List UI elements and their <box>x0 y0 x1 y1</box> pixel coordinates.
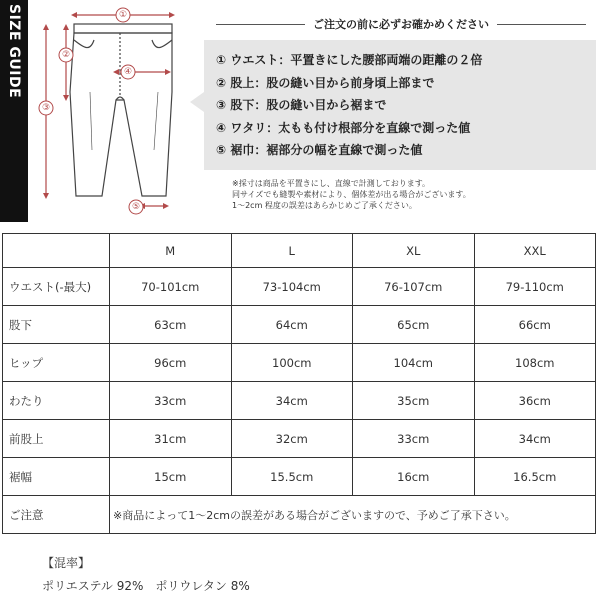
corner-cell <box>3 234 110 268</box>
table-cell: 16.5cm <box>474 458 596 496</box>
table-cell: 66cm <box>474 306 596 344</box>
table-cell: 96cm <box>110 344 232 382</box>
marker-waist: ① <box>118 10 128 20</box>
table-row-hem <box>3 458 596 496</box>
guide-item-hem: ⑤ 裾巾：裾部分の幅を直線で測った値 <box>216 143 423 157</box>
table-row-note <box>3 496 596 534</box>
table-row-front-rise <box>3 420 596 458</box>
table-cell: 32cm <box>231 420 353 458</box>
guide-item-thigh: ④ ワタリ：太もも付け根部分を直線で測った値 <box>216 120 471 135</box>
table-row-waist <box>3 268 596 306</box>
row-label: 前股上 <box>3 420 110 458</box>
guide-item-rise: ② 股上：股の縫い目から前身頃上部まで <box>216 75 435 90</box>
table-cell: 79-110cm <box>474 268 596 306</box>
table-cell: 64cm <box>231 306 353 344</box>
table-cell: 76-107cm <box>353 268 475 306</box>
table-cell: 16cm <box>353 458 475 496</box>
table-cell: 33cm <box>353 420 475 458</box>
row-label: ご注意 <box>3 496 110 534</box>
size-header-xxl: XXL <box>474 234 596 268</box>
table-cell: 15cm <box>110 458 232 496</box>
marker-inseam: ③ <box>41 103 51 113</box>
table-cell: 15.5cm <box>231 458 353 496</box>
table-row-hip <box>3 344 596 382</box>
table-cell: 36cm <box>474 382 596 420</box>
row-label: わたり <box>3 382 110 420</box>
size-header-row <box>3 234 596 268</box>
size-header-xl: XL <box>353 234 475 268</box>
table-cell: 34cm <box>474 420 596 458</box>
pants-outline <box>70 24 172 196</box>
guide-item-waist: ① ウエスト：平置きにした腰部両端の距離の２倍 <box>216 53 483 67</box>
notice-title: ご注文の前に必ずお確かめください <box>313 18 489 31</box>
table-cell: 34cm <box>231 382 353 420</box>
pants-diagram <box>30 0 180 222</box>
note-line: ※採寸は商品を平置きにし、直線で計測しております。 <box>232 179 431 188</box>
row-label: 裾幅 <box>3 458 110 496</box>
table-cell: 65cm <box>353 306 475 344</box>
measurement-guide-list <box>216 49 482 162</box>
row-label: ヒップ <box>3 344 110 382</box>
table-cell: 70-101cm <box>110 268 232 306</box>
material-section <box>42 552 250 598</box>
guide-item-inseam: ③ 股下：股の縫い目から裾まで <box>216 98 387 112</box>
marker-hem: ⑤ <box>131 202 141 212</box>
size-header-m: M <box>110 234 232 268</box>
measurement-guide-box <box>190 40 596 170</box>
table-cell: 100cm <box>231 344 353 382</box>
size-guide-banner <box>0 0 28 222</box>
note-line: 同サイズでも縫製や素材により、個体差が出る場合がございます。 <box>232 190 471 199</box>
table-cell: 31cm <box>110 420 232 458</box>
marker-thigh: ④ <box>123 67 133 77</box>
table-row-inseam <box>3 306 596 344</box>
notice-header <box>216 14 586 34</box>
note-cell: ※商品によって1～2cmの誤差がある場合がございますので、予めご了承下さい。 <box>110 496 596 534</box>
table-cell: 33cm <box>110 382 232 420</box>
divider <box>216 24 305 25</box>
size-header-l: L <box>231 234 353 268</box>
table-cell: 104cm <box>353 344 475 382</box>
material-text: ポリエステル 92% ポリウレタン 8% <box>42 579 250 593</box>
table-cell: 73-104cm <box>231 268 353 306</box>
table-cell: 35cm <box>353 382 475 420</box>
material-label: 【混率】 <box>42 556 91 570</box>
divider <box>497 24 586 25</box>
row-label: 股下 <box>3 306 110 344</box>
pants-illustration <box>30 0 180 222</box>
measurement-note <box>232 178 592 211</box>
table-cell: 63cm <box>110 306 232 344</box>
table-row-thigh <box>3 382 596 420</box>
table-cell: 108cm <box>474 344 596 382</box>
banner-text: SIZE GUIDE <box>6 4 22 99</box>
row-label: ウエスト(-最大) <box>3 268 110 306</box>
size-table <box>2 233 596 534</box>
note-line: 1～2cm 程度の誤差はあらかじめご了承ください。 <box>232 201 417 210</box>
marker-rise: ② <box>61 50 71 60</box>
